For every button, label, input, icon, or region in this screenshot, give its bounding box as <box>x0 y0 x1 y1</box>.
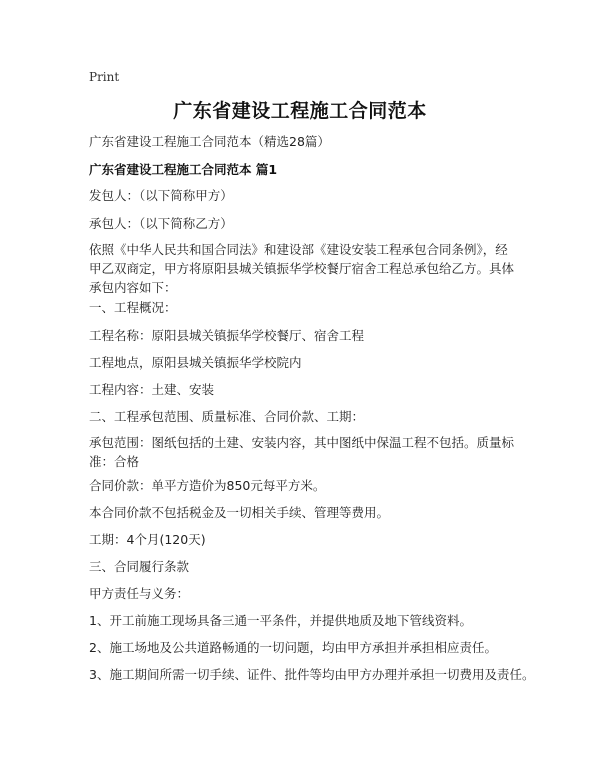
party-a-line: 发包人：（以下简称甲方） <box>89 188 233 203</box>
scope-paragraph: 承包范围：图纸包括的土建、安装内容，其中图纸中保温工程不包括。质量标准：合格 <box>89 435 515 469</box>
intro-paragraph: 依照《中华人民共和国合同法》和建设部《建设安装工程承包合同条例》，经甲乙双商定，甲方将原阳县城关镇振华学校餐厅宿舍工程总承包给乙方。具体承包内容如下： <box>89 242 515 295</box>
price-line: 合同价款：单平方造价为850元每平方米。 <box>89 478 326 493</box>
section-heading: 广东省建设工程施工合同范本 篇1 <box>89 162 278 177</box>
party-b-line: 承包人：（以下简称乙方） <box>89 216 233 231</box>
project-content-line: 工程内容：土建、安装 <box>89 382 215 397</box>
section-3-heading: 三、合同履行条款 <box>89 559 190 574</box>
section-2-heading: 二、工程承包范围、质量标准、合同价款、工期： <box>89 409 365 424</box>
document-title: 广东省建设工程施工合同范本 <box>173 100 427 122</box>
party-a-duties-line: 甲方责任与义务： <box>89 586 190 601</box>
project-location-line: 工程地点，原阳县城关镇振华学校院内 <box>89 355 302 370</box>
price-note-line: 本合同价款不包括税金及一切相关手续、管理等费用。 <box>89 505 390 520</box>
duty-item-2: 2、施工场地及公共道路畅通的一切问题，均由甲方承担并承担相应责任。 <box>89 640 497 655</box>
section-1-heading: 一、工程概况： <box>89 300 177 315</box>
project-name-line: 工程名称：原阳县城关镇振华学校餐厅、宿舍工程 <box>89 328 365 343</box>
duration-line: 工期：4个月(120天) <box>89 532 206 547</box>
duty-item-1: 1、开工前施工现场具备三通一平条件，并提供地质及地下管线资料。 <box>89 613 472 628</box>
duty-item-3: 3、施工期间所需一切手续、证件、批件等均由甲方办理并承担一切费用及责任。 <box>89 667 535 682</box>
document-subtitle: 广东省建设工程施工合同范本（精选28篇） <box>89 134 330 149</box>
print-link[interactable]: Print <box>89 70 120 84</box>
